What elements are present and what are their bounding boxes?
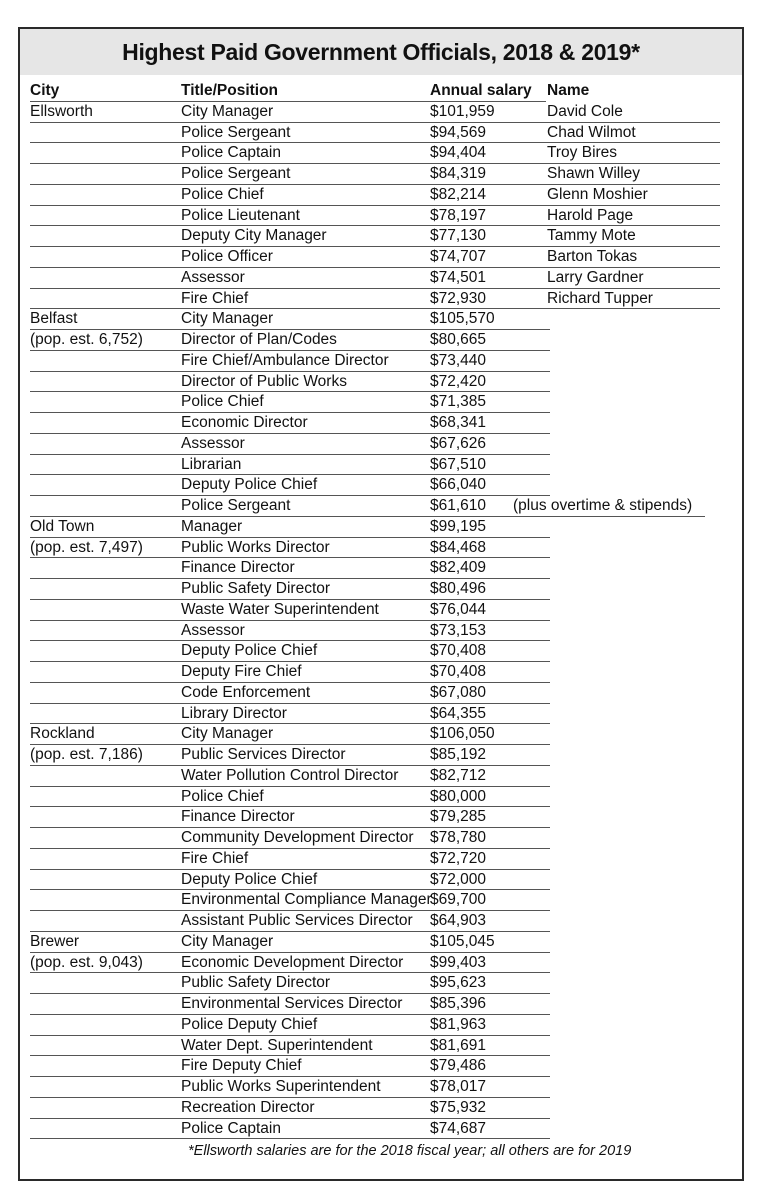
salary-cell: $84,468 <box>430 538 487 556</box>
title-cell: Environmental Compliance Manager <box>181 891 432 909</box>
city-cell: (pop. est. 9,043) <box>30 953 143 971</box>
salary-cell: $79,486 <box>430 1057 487 1075</box>
salary-cell: $82,214 <box>430 185 487 203</box>
title-cell: Deputy Fire Chief <box>181 663 302 680</box>
header-city: City <box>30 82 60 99</box>
header-name: Name <box>547 82 590 99</box>
title-cell: Fire Chief/Ambulance Director <box>181 351 389 369</box>
table-row <box>30 1098 742 1119</box>
title-cell: Recreation Director <box>181 1098 315 1116</box>
title-cell: Police Captain <box>181 144 281 162</box>
title-cell: Deputy Police Chief <box>181 476 318 494</box>
salary-cell: $67,080 <box>430 683 487 701</box>
title-cell: Economic Development Director <box>181 953 404 971</box>
table-row <box>30 745 742 766</box>
table-row <box>30 268 742 289</box>
name-cell: Harold Page <box>547 206 634 224</box>
title-cell: Assessor <box>181 621 245 639</box>
salary-cell: $72,420 <box>430 372 487 390</box>
salary-cell: $80,000 <box>430 787 487 805</box>
title-cell: Community Development Director <box>181 829 414 846</box>
table-row <box>30 1119 742 1140</box>
table-row <box>30 1056 742 1077</box>
table-row <box>30 579 742 600</box>
table-row <box>30 102 742 123</box>
title-cell: Assessor <box>181 434 245 452</box>
salary-cell: $84,319 <box>430 165 487 182</box>
table-row <box>30 890 742 911</box>
table-row <box>30 330 742 351</box>
table-row <box>30 621 742 642</box>
salary-table-frame <box>18 27 744 1181</box>
title-cell: Fire Chief <box>181 849 249 867</box>
table-row <box>30 123 742 144</box>
salary-cell: $69,700 <box>430 891 487 909</box>
name-cell: Troy Bires <box>547 144 618 162</box>
title-cell: Police Deputy Chief <box>181 1015 318 1033</box>
title-cell: Police Captain <box>181 1119 281 1137</box>
city-cell: (pop. est. 6,752) <box>30 331 143 348</box>
table-row <box>30 1077 742 1098</box>
table-row <box>30 911 742 932</box>
table-row <box>30 953 742 974</box>
table-row <box>30 787 742 808</box>
title-cell: Police Sergeant <box>181 165 291 182</box>
salary-table <box>20 75 742 1139</box>
table-row <box>30 849 742 870</box>
title-cell: Police Chief <box>181 787 264 805</box>
table-row <box>30 704 742 725</box>
title-cell: Water Pollution Control Director <box>181 766 399 784</box>
title-cell: Police Lieutenant <box>181 206 300 224</box>
salary-cell: $67,510 <box>430 455 487 473</box>
table-row <box>30 870 742 891</box>
title-cell: Fire Chief <box>181 289 249 307</box>
title-cell: Public Works Director <box>181 538 330 556</box>
salary-cell: $78,780 <box>430 829 487 846</box>
title-cell: Public Works Superintendent <box>181 1078 381 1095</box>
salary-cell: $64,903 <box>430 912 487 929</box>
table-row <box>30 309 742 330</box>
salary-cell: $80,665 <box>430 331 487 348</box>
table-row <box>30 475 742 496</box>
table-row <box>30 994 742 1015</box>
table-row <box>30 185 742 206</box>
title-cell: City Manager <box>181 725 274 743</box>
salary-cell: $106,050 <box>430 725 495 743</box>
header-title: Title/Position <box>181 82 279 99</box>
name-cell: Larry Gardner <box>547 268 644 286</box>
salary-cell: $99,195 <box>430 517 487 535</box>
title-cell: Police Sergeant <box>181 123 291 141</box>
title-cell: Director of Public Works <box>181 372 347 390</box>
title-cell: City Manager <box>181 310 274 328</box>
title-cell: Finance Director <box>181 559 295 577</box>
title-cell: Waste Water Superintendent <box>181 600 379 618</box>
title-cell: Librarian <box>181 455 242 473</box>
table-row <box>30 932 742 953</box>
salary-cell: $73,153 <box>430 621 487 639</box>
salary-cell: $75,932 <box>430 1098 487 1116</box>
salary-cell: $66,040 <box>430 476 487 494</box>
table-row <box>30 724 742 745</box>
table-row <box>30 683 742 704</box>
city-cell: Ellsworth <box>30 102 93 120</box>
salary-cell: $78,017 <box>430 1078 487 1095</box>
city-cell: Brewer <box>30 932 80 950</box>
table-row <box>30 226 742 247</box>
title-cell: Manager <box>181 517 243 535</box>
table-row <box>30 807 742 828</box>
table-row <box>30 289 742 310</box>
salary-cell: $81,963 <box>430 1015 487 1033</box>
title-cell: Police Chief <box>181 393 264 411</box>
table-row <box>30 143 742 164</box>
table-row <box>30 351 742 372</box>
salary-cell: $72,930 <box>430 289 487 307</box>
table-row <box>30 455 742 476</box>
name-cell: David Cole <box>547 102 623 120</box>
city-cell: Belfast <box>30 310 78 328</box>
title-cell: City Manager <box>181 102 274 120</box>
salary-cell: $67,626 <box>430 434 487 452</box>
city-cell: (pop. est. 7,186) <box>30 746 143 763</box>
table-row <box>30 372 742 393</box>
city-cell: (pop. est. 7,497) <box>30 538 143 556</box>
table-row <box>30 973 742 994</box>
title-cell: Assessor <box>181 268 245 286</box>
table-row <box>30 1015 742 1036</box>
title-cell: Police Officer <box>181 248 273 265</box>
header-salary: Annual salary <box>430 82 532 99</box>
name-cell: Tammy Mote <box>547 227 636 245</box>
salary-cell: $99,403 <box>430 953 487 971</box>
table-row <box>30 247 742 268</box>
salary-cell: $105,045 <box>430 932 495 950</box>
title-cell: Public Safety Director <box>181 580 331 597</box>
table-row <box>30 1036 742 1057</box>
title-cell: City Manager <box>181 932 274 950</box>
name-cell: Richard Tupper <box>547 289 653 307</box>
title-cell: Library Director <box>181 704 287 722</box>
title-cell: Director of Plan/Codes <box>181 331 337 348</box>
table-header <box>30 81 742 102</box>
salary-cell: $95,623 <box>430 974 487 992</box>
table-row <box>30 600 742 621</box>
salary-cell: $79,285 <box>430 808 487 826</box>
table-row <box>30 641 742 662</box>
salary-cell: $82,409 <box>430 559 487 577</box>
title-cell: Environmental Services Director <box>181 995 403 1012</box>
title-cell: Police Sergeant <box>181 497 291 514</box>
table-row <box>30 662 742 683</box>
title-cell: Deputy Police Chief <box>181 870 318 888</box>
table-title: Highest Paid Government Officials, 2018 & 2019* <box>20 29 742 75</box>
name-cell: Glenn Moshier <box>547 185 648 203</box>
salary-cell: $78,197 <box>430 206 487 224</box>
table-row <box>30 558 742 579</box>
name-cell: Barton Tokas <box>547 248 638 265</box>
table-row <box>30 206 742 227</box>
salary-cell: $94,404 <box>430 144 487 162</box>
salary-cell: $80,496 <box>430 580 487 597</box>
table-row <box>30 392 742 413</box>
title-cell: Fire Deputy Chief <box>181 1057 302 1075</box>
name-cell: Chad Wilmot <box>547 123 636 141</box>
table-row <box>30 766 742 787</box>
name-cell: Shawn Willey <box>547 165 641 182</box>
salary-cell: $71,385 <box>430 393 487 411</box>
city-cell: Old Town <box>30 517 95 535</box>
footnote: *Ellsworth salaries are for the 2018 fiscal year; all others are for 2019 <box>188 1143 632 1159</box>
salary-cell: $64,355 <box>430 704 487 722</box>
title-cell: Public Services Director <box>181 746 346 763</box>
salary-cell: $70,408 <box>430 642 487 660</box>
salary-cell: $77,130 <box>430 227 487 245</box>
salary-cell: $72,720 <box>430 849 487 867</box>
table-row <box>30 496 742 517</box>
salary-cell: $74,707 <box>430 248 487 265</box>
city-cell: Rockland <box>30 725 95 743</box>
title-cell: Deputy Police Chief <box>181 642 318 660</box>
salary-cell: $85,396 <box>430 995 487 1012</box>
table-row <box>30 517 742 538</box>
title-cell: Deputy City Manager <box>181 227 327 245</box>
note-cell: (plus overtime & stipends) <box>513 497 693 514</box>
salary-cell: $68,341 <box>430 414 487 431</box>
table-row <box>30 164 742 185</box>
title-cell: Economic Director <box>181 414 308 431</box>
title-cell: Code Enforcement <box>181 683 311 701</box>
title-cell: Police Chief <box>181 185 264 203</box>
table-row <box>30 538 742 559</box>
salary-cell: $94,569 <box>430 123 487 141</box>
title-cell: Public Safety Director <box>181 974 331 992</box>
title-cell: Finance Director <box>181 808 295 826</box>
salary-cell: $70,408 <box>430 663 487 680</box>
salary-cell: $74,687 <box>430 1119 487 1137</box>
salary-cell: $85,192 <box>430 746 487 763</box>
salary-cell: $105,570 <box>430 310 495 328</box>
table-row <box>30 434 742 455</box>
table-row <box>30 413 742 434</box>
salary-cell: $73,440 <box>430 351 487 369</box>
salary-cell: $101,959 <box>430 102 495 120</box>
salary-cell: $72,000 <box>430 870 487 888</box>
salary-cell: $82,712 <box>430 766 487 784</box>
title-cell: Assistant Public Services Director <box>181 912 413 929</box>
table-row <box>30 828 742 849</box>
title-cell: Water Dept. Superintendent <box>181 1036 373 1054</box>
salary-cell: $61,610 <box>430 497 487 514</box>
salary-cell: $76,044 <box>430 600 487 618</box>
salary-cell: $81,691 <box>430 1036 487 1054</box>
salary-cell: $74,501 <box>430 268 487 286</box>
